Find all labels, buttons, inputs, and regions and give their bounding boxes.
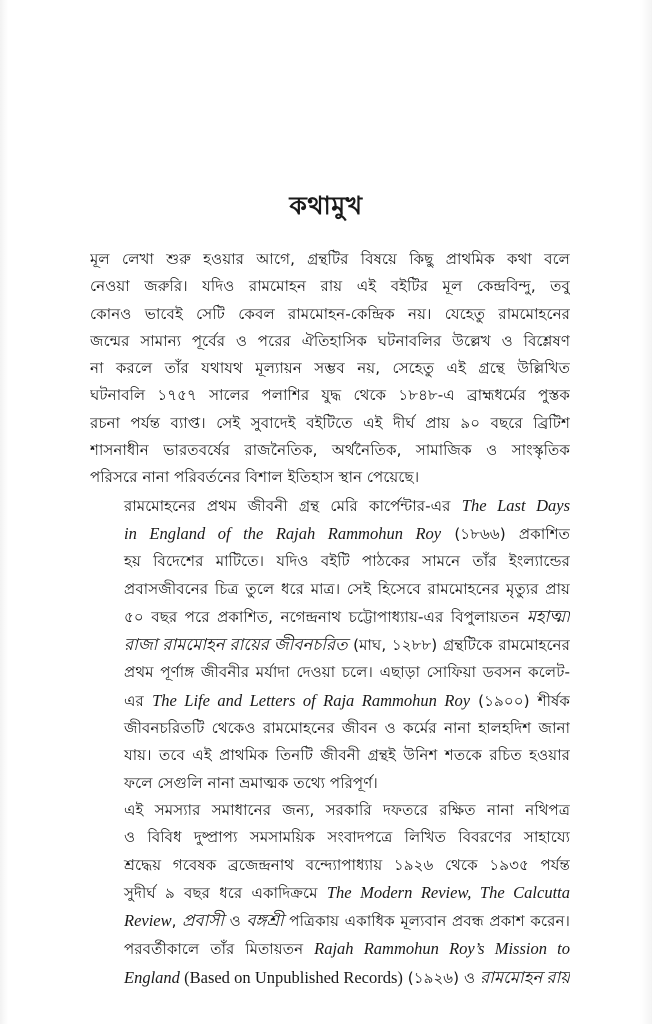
- text-line: [90, 879, 570, 907]
- text-line: কোনও ভাবেই সেটি কেবল রামমোহন-কেন্দ্রিক নয়। যেহেতু রামমোহনের: [90, 304, 570, 323]
- book-title-italic: The Last Days: [461, 495, 570, 515]
- text-line: শাসনাধীন ভারতবর্ষের রাজনৈতিক, অর্থনৈতিক, সামাজিক ও সাংস্কৃতিক: [90, 441, 570, 460]
- text-line: [90, 603, 570, 631]
- text-line: হয় বিদেশের মাটিতে। যদিও বইটি পাঠকের সামনে তাঁর ইংল্যান্ডের: [124, 552, 570, 571]
- book-title-italic: মহাত্মা: [526, 606, 570, 626]
- text-line: প্রথম পূর্ণাঙ্গ জীবনীর মর্যাদা দেওয়া চলে। এছাড়া সোফিয়া ডবসন কলেট-: [124, 663, 570, 682]
- text-line: [90, 935, 570, 963]
- text-line: জন্মের সামান্য পূর্বের ও পরের ঐতিহাসিক ঘটনাবলির উল্লেখ ও বিশ্লেষণ: [90, 331, 570, 350]
- book-title-italic: রাজা রামমোহন রায়ের জীবনচরিত: [124, 635, 348, 655]
- text-line: [90, 631, 570, 659]
- text-line: প্রবাসজীবনের চিত্র তুলে ধরে মাত্র। সেই হিসেবে রামমোহনের মৃত্যুর প্রায়: [124, 579, 570, 598]
- journal-title-italic: Review: [124, 911, 172, 931]
- journal-title-italic: বঙ্গশ্রী: [246, 911, 284, 931]
- paragraph-3: [90, 797, 570, 992]
- text-run: সুদীর্ঘ ৯ বছর ধরে একাদিক্রমে: [124, 883, 327, 902]
- text-line: রচনা পর্যন্ত ব্যাপ্ত। সেই সুবাদেই বইটিতে এই দীর্ঘ প্রায় ৯০ বছরে ব্রিটিশ: [90, 413, 570, 432]
- paragraph-1: [90, 246, 570, 492]
- book-title-italic: in England of the Rajah Rammohun Roy: [124, 523, 442, 543]
- text-run: (১৮৬৬) প্রকাশিত: [441, 524, 570, 543]
- text-line: [90, 907, 570, 935]
- text-line: পরিসরে নানা পরিবর্তনের বিশাল ইতিহাস স্থান পেয়েছে।: [90, 468, 420, 487]
- paragraph-2: [90, 492, 570, 797]
- text-line: ফলে সেগুলি নানা ভ্রমাত্মক তথ্যে পরিপূর্ণ।: [124, 773, 378, 792]
- text-line: যায়। তবে এই প্রাথমিক তিনটি জীবনী গ্রন্থই উনিশ শতকে রচিত হওয়ার: [124, 746, 570, 765]
- text-run: রামমোহনের প্রথম জীবনী গ্রন্থ মেরি কার্পেন্টার-এর: [124, 496, 462, 515]
- text-run: ,: [171, 912, 183, 931]
- text-line: এই সমস্যার সমাধানের জন্য, সরকারি দফতরে রক্ষিত নানা নথিপত্র: [124, 800, 570, 819]
- book-title-italic: Rajah Rammohun Roy’s Mission to: [314, 939, 570, 959]
- text-line: মূল লেখা শুরু হওয়ার আগে, গ্রন্থটির বিষয়ে কিছু প্রাথমিক কথা বলে: [90, 250, 570, 268]
- text-line: [90, 687, 570, 715]
- text-run: (১৯০০) শীর্ষক: [470, 691, 570, 710]
- text-line: [90, 492, 570, 520]
- text-line: না করলে তাঁর যথাযথ মূল্যায়ন সম্ভব নয়, সেহেতু এই গ্রন্থে উল্লিখিত: [90, 359, 570, 378]
- book-title-italic: The Life and Letters of Raja Rammohun Roy: [152, 690, 471, 710]
- text-line: শ্রদ্ধেয় গবেষক ব্রজেন্দ্রনাথ বন্দ্যোপাধ্যায় ১৯২৬ থেকে ১৯৩৫ পর্যন্ত: [124, 855, 570, 874]
- text-run: পরবর্তীকালে তাঁর মিতায়তন: [124, 940, 315, 959]
- journal-title-italic: The Modern Review, The Calcutta: [326, 882, 570, 902]
- chapter-heading: কথামুখ: [289, 191, 363, 220]
- text-run: ও: [223, 912, 247, 931]
- text-run: এর: [124, 691, 153, 710]
- text-run: পত্রিকায় একাধিক মূল্যবান প্রবন্ধ প্রকাশ করেন।: [283, 912, 570, 931]
- text-line: [90, 964, 570, 992]
- text-line: ও বিবিধ দুষ্প্রাপ্য সমসাময়িক সংবাদপত্রে লিখিত বিবরণের সাহায্যে: [124, 828, 570, 847]
- text-line: জীবনচরিতটি থেকেও রামমোহনের জীবন ও কর্মের নানা হালহদিশ জানা: [124, 719, 570, 738]
- body-text: [90, 246, 570, 992]
- text-line: [90, 520, 570, 548]
- text-run: (Based on Unpublished Records): [179, 967, 403, 987]
- journal-title-italic: প্রবাসী: [182, 911, 224, 931]
- text-run: ৫০ বছর পরে প্রকাশিত, নগেন্দ্রনাথ চট্টোপাধ্যায়-এর বিপুলায়তন: [124, 607, 527, 626]
- book-title-italic: England: [124, 967, 180, 987]
- text-line: নেওয়া জরুরি। যদিও রামমোহন রায় এই বইটির মূল কেন্দ্রবিন্দু, তবু: [90, 277, 570, 296]
- text-run: (১৯২৬) ও: [402, 968, 481, 987]
- book-title-italic: রামমোহন রায়: [480, 967, 570, 987]
- text-run: (মাঘ, ১২৮৮) গ্রন্থটিকে রামমোহনের: [347, 636, 570, 655]
- text-line: ঘটনাবলি ১৭৫৭ সালের পলাশির যুদ্ধ থেকে ১৮৪৮-এ ব্রাহ্মধর্মের পুস্তক: [90, 386, 570, 405]
